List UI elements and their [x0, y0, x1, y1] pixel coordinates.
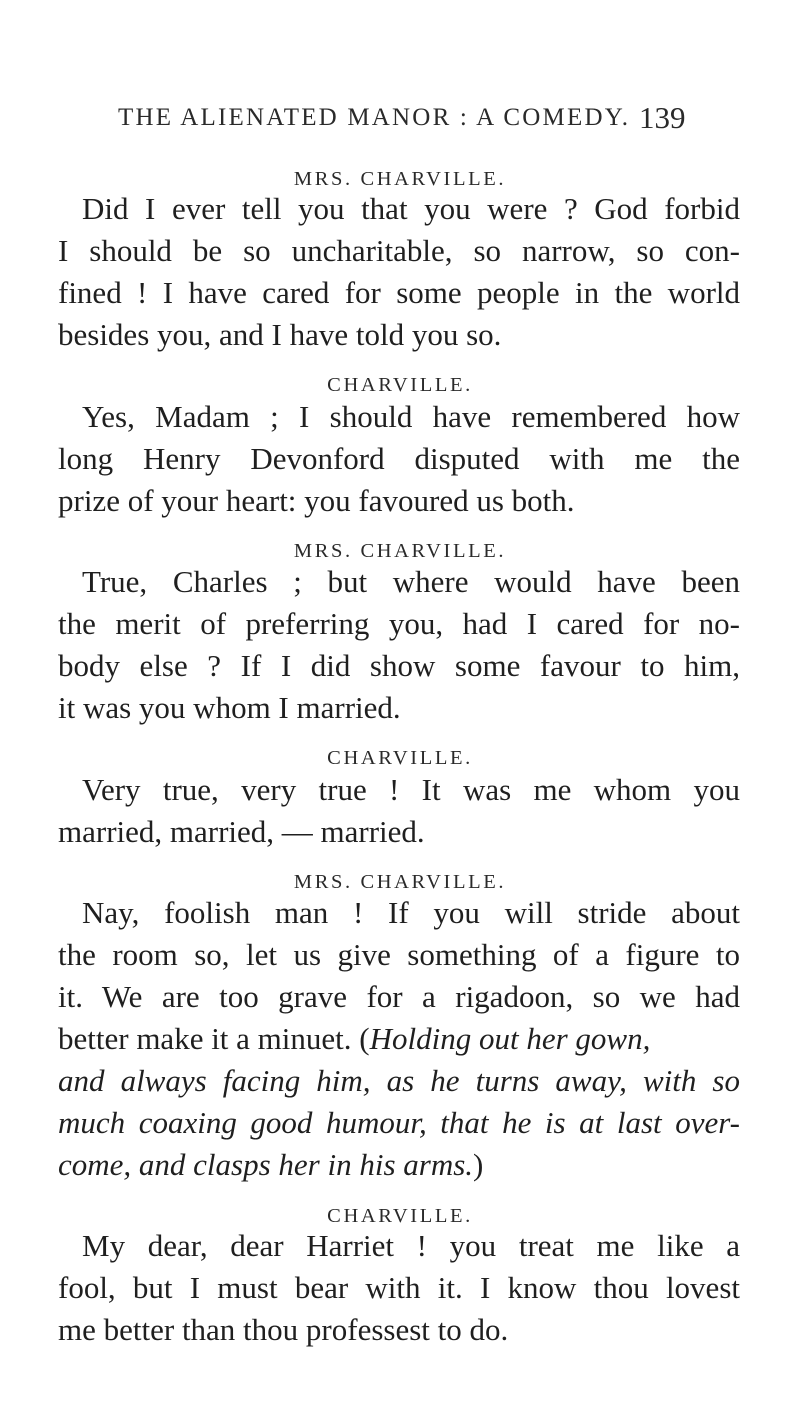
- text-roman: better make it a minuet. (: [58, 1021, 370, 1056]
- speaker-heading: CHARVILLE.: [327, 1205, 473, 1227]
- text-line: long Henry Devonford disputed with me the: [58, 441, 740, 476]
- text-line: Very true, very true ! It was me whom you: [82, 772, 740, 807]
- closing-paren: ): [473, 1147, 484, 1182]
- text-line: the room so, let us give something of a figure to: [58, 937, 740, 972]
- speaker-heading: MRS. CHARVILLE.: [293, 871, 507, 893]
- text-line: it. We are too grave for a rigadoon, so we had: [58, 979, 740, 1014]
- text-line: prize of your heart: you favoured us both.: [58, 483, 575, 518]
- text-line: it was you whom I married.: [58, 690, 401, 725]
- stage-direction-line: and always facing him, as he turns away, with so: [58, 1063, 740, 1098]
- text-line-stage-direction-start: [58, 1023, 740, 1054]
- page-number: 139: [639, 100, 686, 135]
- running-title: THE ALIENATED MANOR : A COMEDY.: [118, 104, 631, 131]
- text-line: Nay, foolish man ! If you will stride about: [82, 895, 740, 930]
- stage-direction-line: much coaxing good humour, that he is at last over-: [58, 1105, 740, 1140]
- text-line: fined ! I have cared for some people in the world: [58, 275, 740, 310]
- text-line: My dear, dear Harriet ! you treat me like a: [82, 1228, 740, 1263]
- text-line: True, Charles ; but where would have been: [82, 564, 740, 599]
- text-line: fool, but I must bear with it. I know thou lovest: [58, 1270, 740, 1305]
- speaker-heading: MRS. CHARVILLE.: [293, 540, 507, 562]
- text-line: married, married, — married.: [58, 814, 425, 849]
- speaker-heading: CHARVILLE.: [327, 747, 473, 769]
- stage-direction-text: come, and clasps her in his arms.: [58, 1147, 474, 1182]
- text-line: Did I ever tell you that you were ? God forbid: [82, 191, 740, 226]
- text-line: the merit of preferring you, had I cared for no-: [58, 606, 740, 641]
- speaker-heading: MRS. CHARVILLE.: [293, 168, 507, 190]
- text-line: body else ? If I did show some favour to him,: [58, 648, 740, 683]
- text-line: Yes, Madam ; I should have remembered how: [82, 399, 740, 434]
- speaker-heading: CHARVILLE.: [327, 374, 473, 396]
- stage-direction-text: Holding out her gown,: [369, 1021, 651, 1056]
- text-line: me better than thou professest to do.: [58, 1312, 509, 1347]
- stage-direction-end: [58, 1149, 740, 1180]
- text-line: besides you, and I have told you so.: [58, 317, 502, 352]
- text-line: I should be so uncharitable, so narrow, so con-: [58, 233, 740, 268]
